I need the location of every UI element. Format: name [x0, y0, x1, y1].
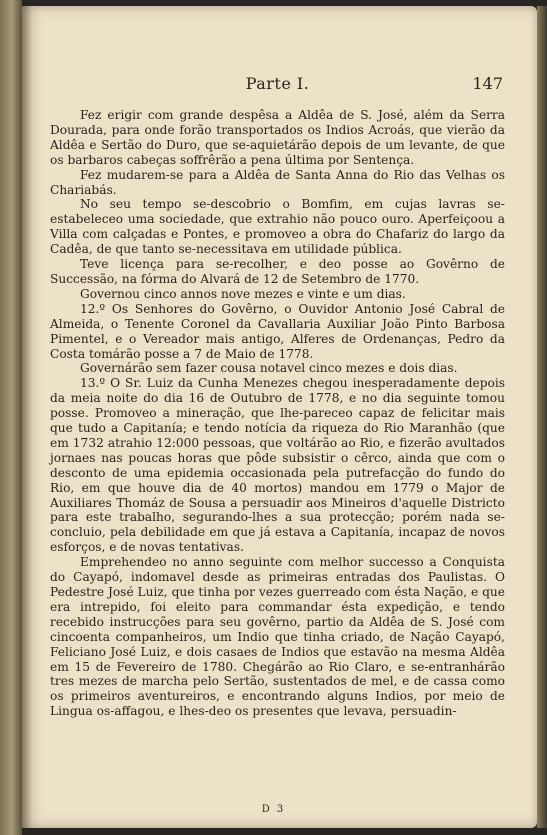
paragraph: Governárão sem fazer cousa notavel cinco mezes e dois dias.	[80, 361, 458, 376]
paragraph: Governou cinco annos nove mezes e vinte e um dias.	[80, 286, 406, 301]
page-number: 147	[472, 74, 503, 93]
paragraph: Teve licença para se-recolher, e deo posse ao Govêrno de Successão, na fórma do Alvará de 12 de Setembro de 1770.	[50, 257, 505, 286]
signature-mark: D 3	[261, 804, 286, 815]
facing-page-edge	[0, 0, 22, 835]
page-header	[40, 74, 515, 100]
paragraph: 13.º O Sr. Luiz da Cunha Menezes chegou inesperadamente depois da meia noite do dia 16 de Outubro de 1778, e no dia seguinte tomou posse. Promoveo a mineração, que lhe-pareceo capaz de felicitar mais que tudo a Capitanía; e tendo notícia da riqueza do Rio Maranhão (que em 1732 atrahio 12:000 pessoas, que voltárão ao Rio, e fizerão avultados jornaes nas poucas horas que pôde subsistir o cêrco, ainda que com o desconto de uma epidemia occasionada pela putrefacção do fundo do Rio, em que houve dia de 40 mortos) mandou em 1779 o Major de Auxiliares Thomáz de Sousa a persuadir aos Mineiros d'aquelle Districto para este trabalho, segurando-lhes a sua protecção; porém nada se-concluio, pela debilidade em que já estava a Capitanía, incapaz de novos esforços, e de novas tentativas.	[50, 376, 505, 555]
running-title: Parte I.	[245, 74, 310, 93]
paragraph: No seu tempo se-descobrio o Bomfim, em cujas lavras se-estabeleceo uma sociedade, que extrahio não pouco ouro. Aperfeiçoou a Villa com calçadas e Pontes, e promoveo a obra do Chafariz do largo da Cadêa, de que tanto se-necessitava em utilidade pública.	[50, 197, 505, 257]
page-fore-edge	[537, 6, 547, 828]
paragraph: Emprehendeo no anno seguinte com melhor successo a Conquista do Cayapó, indomavel desde as primeiras entradas dos Paulistas. O Pedestre José Luiz, que tinha por vezes guerreado com ésta Nação, e que era intrepido, foi eleito para commandar ésta expedição, e tendo recebido instrucções para seu govêrno, partio da Aldêa de S. José com cincoenta companheiros, um Indio que tinha criado, de Nação Cayapó, Feliciano José Luiz, e dois casaes de Indios que estavão na mesma Aldêa em 15 de Fevereiro de 1780. Chegárão ao Rio Claro, e se-entranhárão tres mezes de marcha pelo Sertão, sustentados de mel, e de cassa como os primeiros aventureiros, e encontrando alguns Indios, por meio de Lingua os-affagou, e lhes-deo os presentes que levava, persuadin-	[50, 555, 505, 719]
paragraph: Fez erigir com grande despêsa a Aldêa de S. José, além da Serra Dourada, para onde forão transportados os Indios Acroás, que vierão da Aldêa e Sertão do Duro, que se-aquietárão depois de um levante, de que os barbaros cabeças soffrêrão a pena última por Sentença.	[50, 108, 505, 167]
page-gutter-shadow	[22, 6, 32, 828]
paragraph: 12.º Os Senhores do Govêrno, o Ouvidor Antonio José Cabral de Almeida, o Tenente Coronel da Cavallaria Auxiliar João Pinto Barbosa Pimentel, e o Vereador mais antigo, Alferes de Ordenanças, Pedro da Costa tomárão posse a 7 de Maio de 1778.	[50, 301, 505, 361]
paragraph: Fez mudarem-se para a Aldêa de Santa Anna do Rio das Velhas os Chariabás.	[50, 167, 505, 197]
body-text	[50, 108, 505, 719]
